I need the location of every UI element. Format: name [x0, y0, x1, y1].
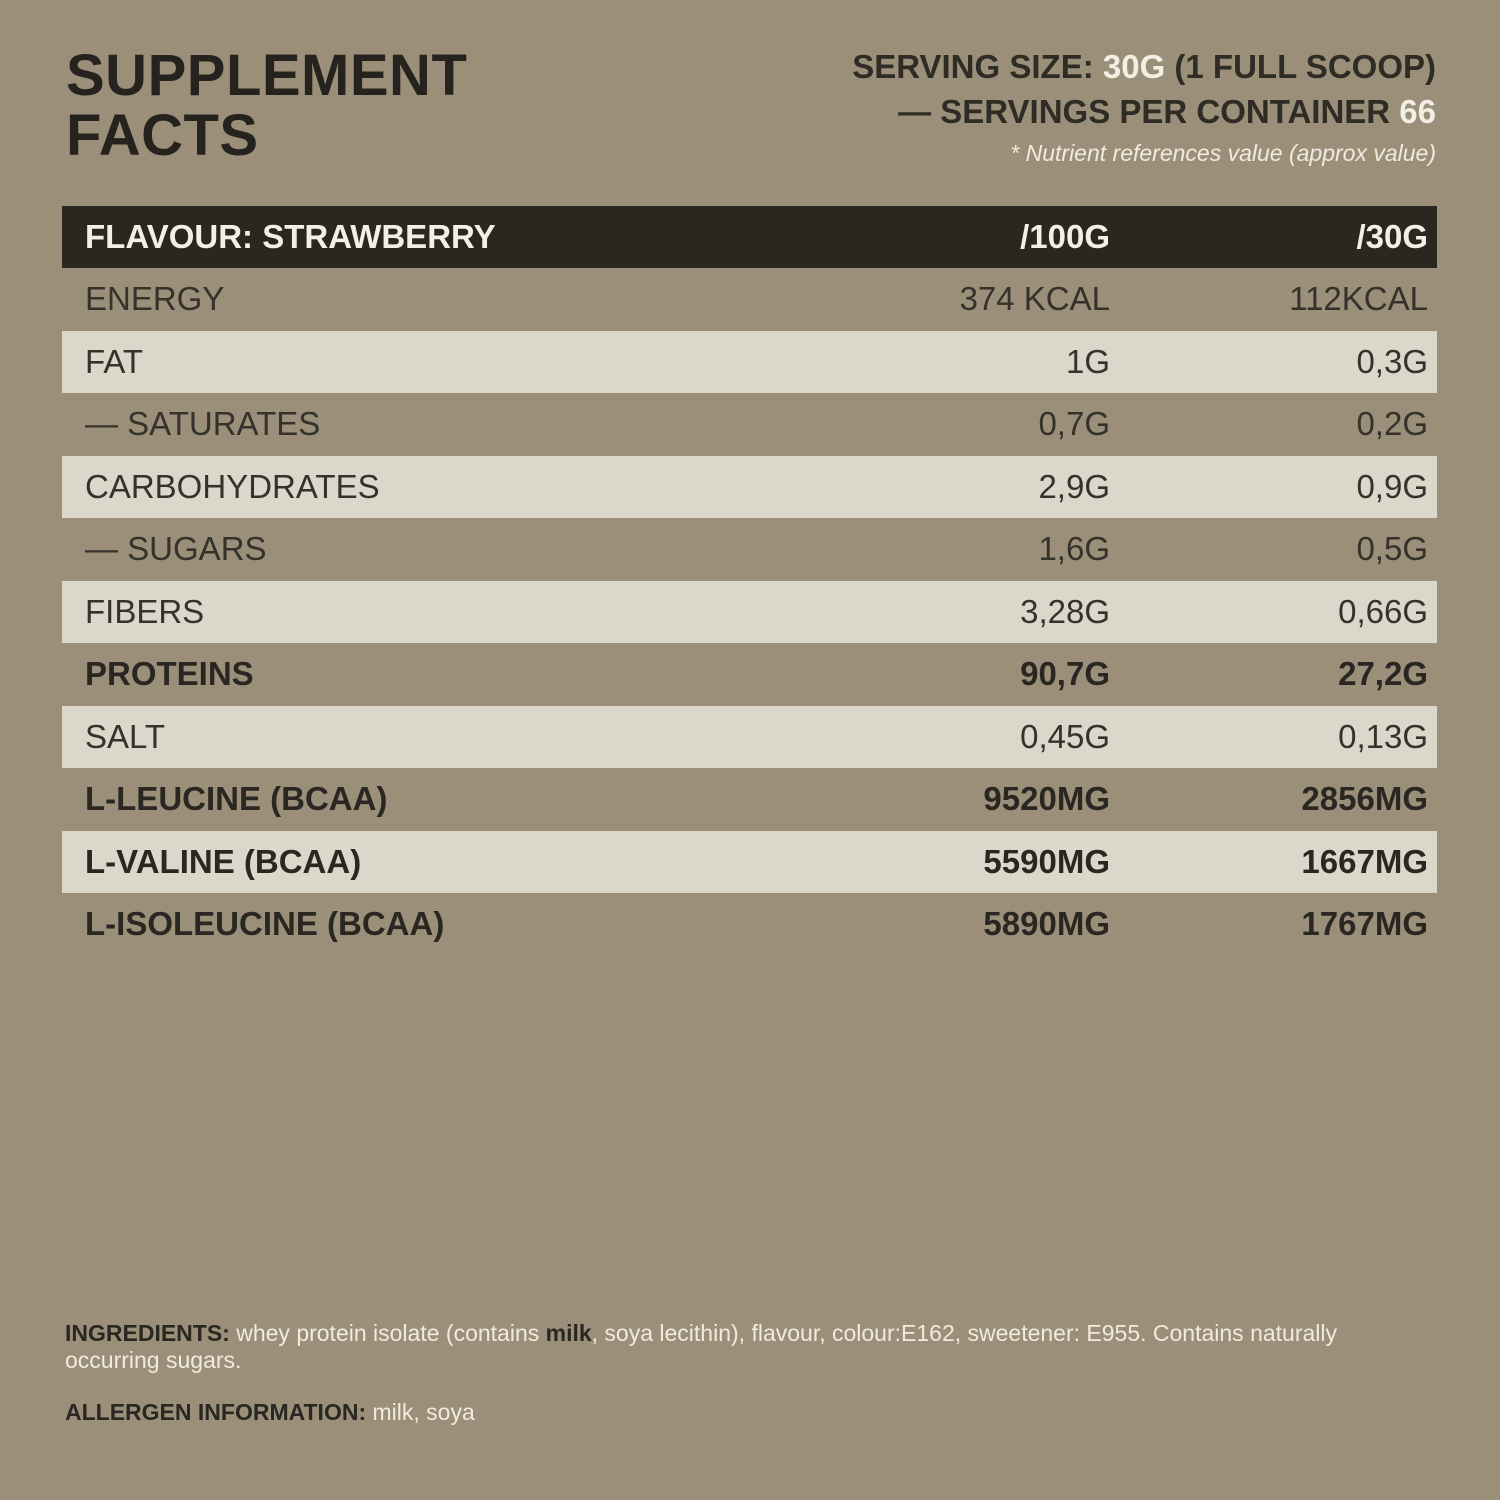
value-per-100g: 0,45G — [1020, 717, 1110, 755]
value-per-100g: 3,28G — [1020, 592, 1110, 630]
ingredients-label: INGREDIENTS: — [65, 1320, 230, 1346]
allergen-text — [65, 1399, 1425, 1426]
table-row — [62, 456, 1437, 519]
value-per-100g: 1G — [1065, 342, 1110, 380]
nutrient-label: L-VALINE (BCAA) — [85, 842, 362, 880]
table-row — [62, 393, 1437, 456]
value-per-30g: 112KCAL — [1289, 280, 1428, 318]
value-per-100g: 5890MG — [983, 905, 1110, 943]
ingredients-allergen-milk: milk — [545, 1320, 592, 1346]
value-per-30g: 0,66G — [1338, 592, 1428, 630]
nutrient-label: — SATURATES — [85, 405, 321, 443]
flavour-label: FLAVOUR: STRAWBERRY — [85, 218, 496, 255]
nutrient-label: FIBERS — [85, 592, 205, 630]
nutrient-label: PROTEINS — [85, 655, 254, 693]
table-row — [62, 268, 1437, 331]
servings-per-container-line — [852, 89, 1436, 134]
table-row — [62, 331, 1437, 394]
value-per-30g: 27,2G — [1338, 655, 1428, 693]
allergen-label: ALLERGEN INFORMATION: — [65, 1399, 367, 1425]
per-30g-header: /30G — [1356, 218, 1428, 255]
value-per-30g: 2856MG — [1301, 780, 1428, 818]
per-100g-header: /100G — [1020, 218, 1110, 255]
table-row — [62, 831, 1437, 894]
table-row — [62, 581, 1437, 644]
allergen-list: milk, soya — [366, 1399, 475, 1425]
value-per-100g: 90,7G — [1020, 655, 1110, 693]
servings-per-container-label: — SERVINGS PER CONTAINER — [898, 93, 1400, 130]
serving-size-value: 30G — [1102, 48, 1166, 85]
table-row — [62, 518, 1437, 581]
table-row — [62, 706, 1437, 769]
nutrient-label: SALT — [85, 717, 166, 755]
value-per-30g: 0,5G — [1356, 530, 1428, 568]
servings-per-container-value: 66 — [1399, 93, 1436, 130]
nutrient-label: ENERGY — [85, 280, 225, 318]
serving-size-suffix: (1 FULL SCOOP) — [1165, 48, 1436, 85]
nutrient-label: CARBOHYDRATES — [85, 467, 380, 505]
serving-size-label: SERVING SIZE: — [852, 48, 1103, 85]
table-row — [62, 643, 1437, 706]
value-per-100g: 5590MG — [983, 842, 1110, 880]
ingredients-text — [65, 1320, 1425, 1374]
table-row — [62, 768, 1437, 831]
value-per-30g: 0,2G — [1356, 405, 1428, 443]
nutrient-label: L-ISOLEUCINE (BCAA) — [85, 905, 445, 943]
value-per-30g: 0,13G — [1338, 717, 1428, 755]
serving-info — [852, 44, 1436, 134]
ingredients-part-1: whey protein isolate (contains — [229, 1320, 546, 1346]
value-per-100g: 2,9G — [1038, 467, 1110, 505]
value-per-100g: 1,6G — [1038, 530, 1110, 568]
value-per-100g: 9520MG — [983, 780, 1110, 818]
serving-size-line — [852, 44, 1436, 89]
value-per-100g: 0,7G — [1038, 405, 1110, 443]
nutrition-table — [62, 206, 1437, 956]
nutrient-label: — SUGARS — [85, 530, 267, 568]
value-per-30g: 0,9G — [1356, 467, 1428, 505]
value-per-30g: 1667MG — [1301, 842, 1428, 880]
nutrient-label: L-LEUCINE (BCAA) — [85, 780, 388, 818]
ingredients-part-2: , soya lecithin), flavour, colour:E162, sweetener: E955. Contains naturally occurring sugars. — [65, 1320, 1338, 1373]
title-line-1: SUPPLEMENT — [66, 43, 468, 108]
value-per-100g: 374 KCAL — [959, 280, 1110, 318]
reference-note: * Nutrient references value (approx value) — [1010, 140, 1436, 166]
table-header-row — [62, 206, 1437, 268]
value-per-30g: 0,3G — [1356, 342, 1428, 380]
nutrient-label: FAT — [85, 342, 144, 380]
table-row — [62, 893, 1437, 956]
value-per-30g: 1767MG — [1301, 905, 1428, 943]
title-line-2: FACTS — [66, 103, 259, 168]
page-title — [66, 43, 468, 168]
footer-info — [65, 1320, 1425, 1426]
